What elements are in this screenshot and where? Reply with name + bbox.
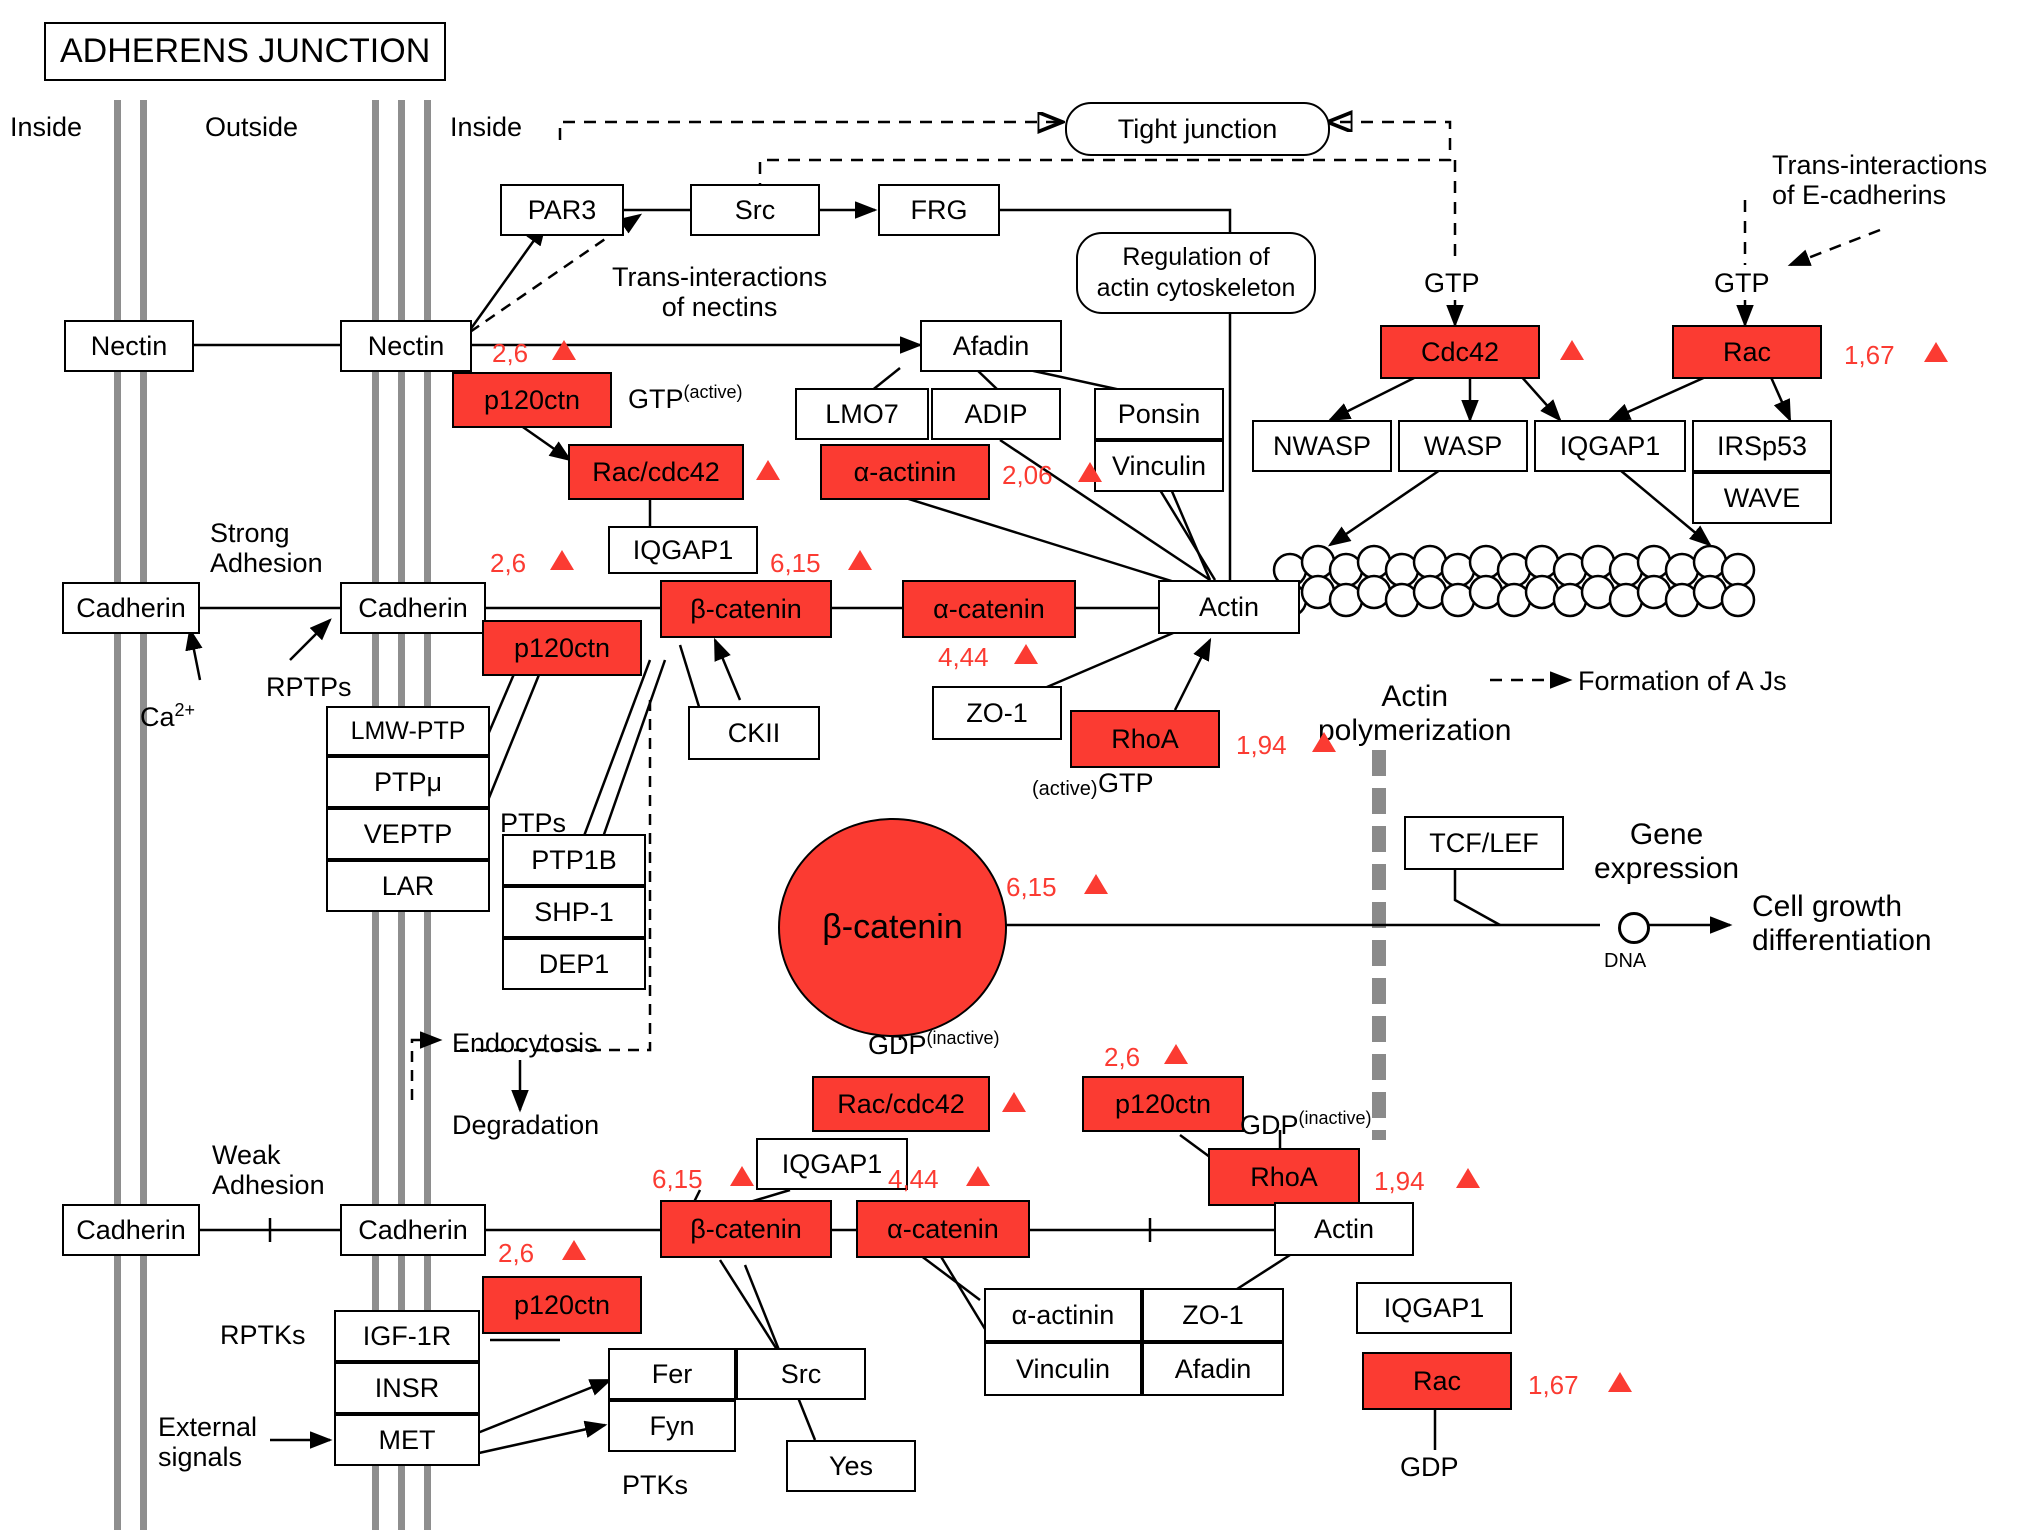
triangle-beta-catenin-mid <box>848 550 872 570</box>
node-tcf-lef[interactable] <box>1404 816 1564 870</box>
node-ptp1b[interactable] <box>502 834 646 886</box>
node-iqgap1-mid[interactable] <box>756 1138 908 1190</box>
label-formation-ajs: Formation of A Js <box>1578 666 1787 696</box>
node-label: INSR <box>374 1372 440 1403</box>
value-beta-catenin-mid: 6,15 <box>770 548 821 578</box>
label-weak-adhesion <box>212 1140 325 1200</box>
node-label: LAR <box>381 870 435 901</box>
node-p120ctn-mid[interactable] <box>482 620 642 676</box>
node-fyn[interactable] <box>608 1400 736 1452</box>
node-zo1-bottom[interactable] <box>1142 1288 1284 1342</box>
triangle-rac-cdc42-bottom <box>1002 1092 1026 1112</box>
node-shp1[interactable] <box>502 886 646 938</box>
node-label: IQGAP1 <box>632 534 734 565</box>
label-outside: Outside <box>205 112 299 142</box>
node-label: β-catenin <box>690 593 802 624</box>
node-label: CKII <box>727 717 781 748</box>
node-label: Cadherin <box>76 592 186 623</box>
node-label: p120ctn <box>513 1289 611 1320</box>
triangle-rac-bottom <box>1608 1372 1632 1392</box>
node-dep1[interactable] <box>502 938 646 990</box>
node-fer[interactable] <box>608 1348 736 1400</box>
label-gtp-rac: GTP <box>1714 268 1770 298</box>
value-rhoa-mid: 1,94 <box>1236 730 1287 760</box>
node-iqgap1-top[interactable] <box>608 526 758 574</box>
value-rac-top: 1,67 <box>1844 340 1895 370</box>
node-label: SHP-1 <box>534 896 614 927</box>
node-label: Fer <box>651 1358 693 1389</box>
label-gtp-cdc42: GTP <box>1424 268 1480 298</box>
node-label: NWASP <box>1272 430 1371 461</box>
node-label: ZO-1 <box>1182 1299 1244 1330</box>
triangle-p120ctn-bottom <box>562 1240 586 1260</box>
node-rhoa-bottom[interactable] <box>1208 1148 1360 1206</box>
node-label: Cdc42 <box>1420 336 1500 367</box>
node-label: Ponsin <box>1117 398 1201 429</box>
node-nwasp[interactable] <box>1252 420 1392 472</box>
node-label: IGF-1R <box>362 1320 452 1351</box>
node-beta-catenin-circle[interactable] <box>778 818 1007 1037</box>
node-wasp[interactable] <box>1398 420 1528 472</box>
gdp-text: GDP <box>868 1030 927 1060</box>
gtp-active-sup: (active) <box>683 382 743 402</box>
trans-ecadherins-line2: of E-cadherins <box>1772 180 1947 211</box>
value-p120ctn-rhoa: 2,6 <box>1104 1042 1141 1072</box>
label-strong-adhesion <box>210 518 323 578</box>
external-signals-line1: External <box>158 1412 258 1442</box>
value-rhoa-bottom: 1,94 <box>1374 1166 1425 1196</box>
triangle-cadherin-p120 <box>550 550 574 570</box>
node-label: Rac <box>1412 1365 1461 1396</box>
trans-ecadherins-line1: Trans-interactions <box>1772 150 1988 180</box>
triangle-beta-catenin-circle <box>1084 874 1108 894</box>
node-actin-mid[interactable] <box>1158 580 1300 634</box>
node-afadin-bottom[interactable] <box>1142 1342 1284 1396</box>
node-label: IQGAP1 <box>1383 1292 1485 1323</box>
gdp-inactive-sup-2: (inactive) <box>1298 1108 1372 1128</box>
node-label: ADIP <box>964 398 1028 429</box>
ca-sup: 2+ <box>174 700 196 720</box>
triangle-nectin-p120 <box>552 340 576 360</box>
membrane-line-2 <box>140 100 147 1530</box>
triangle-rac-cdc42-top <box>756 460 780 480</box>
label-gdp-inactive-rhoa <box>1240 1108 1372 1140</box>
node-label: Nectin <box>367 330 445 361</box>
value-alpha-actinin: 2,06 <box>1002 460 1053 490</box>
node-met[interactable] <box>334 1414 480 1466</box>
gene-expr-line2: expression <box>1594 851 1740 885</box>
node-label: α-actinin <box>1011 1299 1115 1330</box>
node-src-top[interactable] <box>690 184 820 236</box>
node-frg[interactable] <box>878 184 1000 236</box>
node-label: p120ctn <box>483 384 581 415</box>
label-external-signals <box>158 1412 257 1472</box>
value-alpha-catenin-mid: 4,44 <box>938 642 989 672</box>
node-veptp[interactable] <box>326 808 490 860</box>
node-rac-cdc42-bottom[interactable] <box>812 1076 990 1132</box>
node-rac-bottom[interactable] <box>1362 1352 1512 1410</box>
node-label: IQGAP1 <box>781 1148 883 1179</box>
node-ckii[interactable] <box>688 706 820 760</box>
label-gtp-active <box>628 382 743 414</box>
node-nectin-right[interactable] <box>340 320 472 372</box>
node-label: Cadherin <box>358 1214 468 1245</box>
node-tight-junction[interactable] <box>1065 102 1330 156</box>
value-beta-catenin-circle: 6,15 <box>1006 872 1057 902</box>
label-ptks: PTKs <box>622 1470 689 1500</box>
node-label: Actin <box>1313 1213 1375 1244</box>
node-actin-bottom[interactable] <box>1274 1202 1414 1256</box>
node-zo1-mid[interactable] <box>932 686 1062 740</box>
cell-growth-line2: differentiation <box>1752 923 1932 957</box>
label-cell-growth <box>1752 890 1932 957</box>
gdp-inactive-sup: (inactive) <box>926 1028 1000 1048</box>
membrane-line-1 <box>114 100 121 1530</box>
node-label: IQGAP1 <box>1559 430 1661 461</box>
node-p120ctn-bottom[interactable] <box>482 1276 642 1334</box>
node-src-bottom[interactable] <box>736 1348 866 1400</box>
node-label: Cadherin <box>76 1214 186 1245</box>
node-label: IRSp53 <box>1716 430 1808 461</box>
label-gtp-rhoa: GTP <box>1098 768 1154 798</box>
node-nectin-left[interactable] <box>64 320 194 372</box>
node-label: Rac/cdc42 <box>837 1088 965 1119</box>
actin-poly-line2: polymerization <box>1318 713 1512 747</box>
label-trans-ecadherins <box>1772 150 1987 210</box>
node-alpha-catenin-mid[interactable] <box>902 580 1076 638</box>
node-label: MET <box>378 1424 436 1455</box>
node-label: Src <box>734 194 776 225</box>
label-trans-nectins <box>612 262 827 322</box>
value-p120ctn-bottom: 2,6 <box>498 1238 535 1268</box>
node-label: β-catenin <box>690 1213 802 1244</box>
label-active-rhoa: (active) <box>1032 778 1098 800</box>
node-afadin-top[interactable] <box>920 320 1062 372</box>
node-yes[interactable] <box>786 1440 916 1492</box>
node-label: Afadin <box>952 330 1030 361</box>
regulation-actin-line1: Regulation of <box>1122 242 1270 271</box>
node-lmw-ptp[interactable] <box>326 706 490 756</box>
value-cadherin-p120: 2,6 <box>490 548 527 578</box>
node-insr[interactable] <box>334 1362 480 1414</box>
node-label: Vinculin <box>1111 450 1207 481</box>
label-rptps: RPTPs <box>266 672 352 702</box>
node-label: Afadin <box>1174 1353 1252 1384</box>
node-adip[interactable] <box>931 388 1061 440</box>
node-label: ZO-1 <box>966 697 1028 728</box>
node-vinculin-top[interactable] <box>1094 440 1224 492</box>
gdp-text-2: GDP <box>1240 1110 1299 1140</box>
node-cdc42[interactable] <box>1380 325 1540 379</box>
node-par3[interactable] <box>500 184 624 236</box>
node-beta-catenin-mid[interactable] <box>660 580 832 638</box>
node-beta-catenin-bottom[interactable] <box>660 1200 832 1258</box>
node-label: p120ctn <box>1114 1088 1212 1119</box>
trans-nectins-line1: Trans-interactions <box>612 262 828 292</box>
node-label: p120ctn <box>513 632 611 663</box>
node-iqgap1-right[interactable] <box>1534 420 1686 472</box>
node-label: Nectin <box>90 330 168 361</box>
node-label: Rac <box>1722 336 1771 367</box>
node-alpha-actinin-top[interactable] <box>820 444 990 500</box>
node-rhoa-mid[interactable] <box>1070 710 1220 768</box>
label-gdp-inactive-beta <box>868 1028 1000 1060</box>
label-gene-expression <box>1594 818 1739 885</box>
node-alpha-actinin-bottom[interactable] <box>984 1288 1142 1342</box>
node-vinculin-bottom[interactable] <box>984 1342 1142 1396</box>
cell-growth-line1: Cell growth <box>1752 890 1903 923</box>
triangle-rhoa-bottom <box>1456 1168 1480 1188</box>
node-label: Rac/cdc42 <box>592 456 720 487</box>
node-ptpmu[interactable] <box>326 756 490 808</box>
node-ponsin[interactable] <box>1094 388 1224 440</box>
gene-expr-line1: Gene <box>1629 818 1704 851</box>
node-label: Yes <box>828 1450 874 1481</box>
node-label: Tight junction <box>1117 113 1278 144</box>
node-label: Fyn <box>649 1410 695 1441</box>
label-ca2 <box>140 700 195 732</box>
triangle-alpha-catenin-bottom <box>966 1166 990 1186</box>
weak-adhesion-line2: Adhesion <box>212 1170 325 1201</box>
diagram-title: ADHERENS JUNCTION <box>44 22 446 81</box>
node-regulation-actin <box>1076 232 1316 314</box>
node-label: DEP1 <box>538 948 610 979</box>
node-rac-cdc42-top[interactable] <box>568 444 744 500</box>
triangle-rhoa-mid <box>1312 732 1336 752</box>
trans-nectins-line2: of nectins <box>661 292 778 323</box>
triangle-alpha-actinin <box>1078 462 1102 482</box>
label-gdp-rac-bottom: GDP <box>1400 1452 1459 1482</box>
label-ptps: PTPs <box>500 808 567 838</box>
node-label: WASP <box>1423 430 1503 461</box>
node-cadherin-weak[interactable] <box>340 1204 486 1256</box>
node-igf1r[interactable] <box>334 1310 480 1362</box>
node-label: RhoA <box>1111 723 1179 754</box>
label-inside-left: Inside <box>10 112 83 142</box>
ca-text: Ca <box>140 702 175 732</box>
node-alpha-catenin-bottom[interactable] <box>856 1200 1030 1258</box>
triangle-beta-catenin-bottom <box>730 1166 754 1186</box>
node-cadherin-far-left[interactable] <box>62 582 200 634</box>
node-p120ctn-rhoa[interactable] <box>1082 1076 1244 1132</box>
triangle-p120ctn-rhoa <box>1164 1044 1188 1064</box>
node-lar[interactable] <box>326 860 490 912</box>
node-label: α-catenin <box>887 1213 999 1244</box>
external-signals-line2: signals <box>158 1442 243 1473</box>
dna-strand-bar <box>1372 750 1386 1140</box>
node-label: Vinculin <box>1015 1353 1111 1384</box>
node-label: LMW-PTP <box>350 716 466 745</box>
node-label: α-catenin <box>933 593 1045 624</box>
label-degradation: Degradation <box>452 1110 600 1140</box>
gtp-text: GTP <box>628 384 684 414</box>
label-endocytosis: Endocytosis <box>452 1028 598 1058</box>
regulation-actin-line2: actin cytoskeleton <box>1096 274 1296 302</box>
weak-adhesion-line1: Weak <box>212 1140 281 1170</box>
node-irsp53[interactable] <box>1692 420 1832 472</box>
node-lmo7[interactable] <box>795 388 929 440</box>
dna-node-circle <box>1618 912 1650 944</box>
node-label: α-actinin <box>853 456 957 487</box>
node-label: LMO7 <box>825 398 899 429</box>
actin-poly-line1: Actin <box>1381 680 1449 713</box>
node-label: WAVE <box>1723 482 1801 513</box>
value-alpha-catenin-bottom: 4,44 <box>888 1164 939 1194</box>
triangle-cdc42 <box>1560 340 1584 360</box>
label-dna: DNA <box>1604 950 1647 972</box>
node-iqgap1-bottom[interactable] <box>1356 1282 1512 1334</box>
label-rptks: RPTKs <box>220 1320 306 1350</box>
strong-adhesion-line2: Adhesion <box>210 548 323 579</box>
value-rac-bottom: 1,67 <box>1528 1370 1579 1400</box>
node-label: TCF/LEF <box>1429 827 1539 858</box>
strong-adhesion-line1: Strong <box>210 518 290 548</box>
label-actin-polymerization <box>1318 680 1511 747</box>
triangle-alpha-catenin-mid <box>1014 644 1038 664</box>
node-label: PTPμ <box>373 766 443 797</box>
triangle-rac-top <box>1924 342 1948 362</box>
node-label: Actin <box>1198 591 1260 622</box>
node-label: RhoA <box>1250 1161 1318 1192</box>
node-label: Cadherin <box>358 592 468 623</box>
node-p120ctn-top[interactable] <box>452 372 612 428</box>
node-label: FRG <box>910 194 968 225</box>
label-inside-right: Inside <box>450 112 523 142</box>
node-label: PTP1B <box>531 844 617 875</box>
node-label: VEPTP <box>363 818 453 849</box>
node-rac-top[interactable] <box>1672 325 1822 379</box>
value-nectin-p120: 2,6 <box>492 338 529 368</box>
node-label: β-catenin <box>822 908 963 946</box>
node-label: Src <box>780 1358 822 1389</box>
node-cadherin-weak-left[interactable] <box>62 1204 200 1256</box>
node-label: PAR3 <box>527 194 597 225</box>
value-beta-catenin-bottom: 6,15 <box>652 1164 703 1194</box>
node-cadherin-strong[interactable] <box>340 582 486 634</box>
node-wave[interactable] <box>1692 472 1832 524</box>
